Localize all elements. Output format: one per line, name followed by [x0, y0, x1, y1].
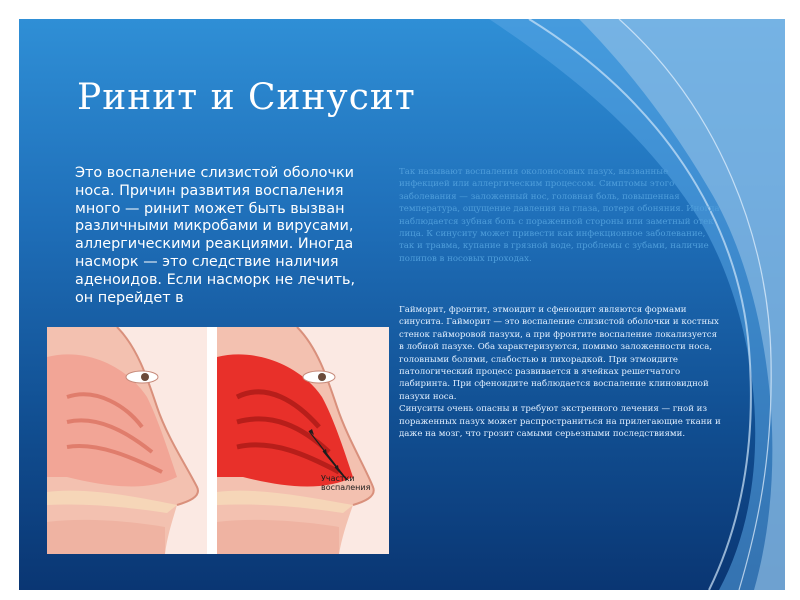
sinusitis-definition: Так называют воспаления околоносовых пазух, вызванные инфекцией или аллергическим процессом. Симптомы этого заболевания — заложенный нос, головная боль, повышенная температура, ощущение давления на глаза, потеря обоняния. Иногда наблюдается зубная боль с пораженной стороны или заметный отек лица. К синуситу может привести как инфекционное заболевание, так и травма, купание в грязной воде, проблемы с зубами, наличие полипов в носовых проходах. [399, 167, 720, 264]
rhinitis-description: Это воспаление слизистой оболочки носа. Причин развития воспаления много — ринит может быть вызван различными микробами и вирусами, аллергическими реакциями. Иногда насморк — это следствие наличия аденоидов. Если насморк не лечить, он перейдет в [75, 165, 356, 306]
nose-cross-section-image [47, 327, 389, 554]
nose-illustration [47, 327, 389, 554]
sinusitis-forms [399, 304, 721, 440]
sinusitis-forms-paragraph: Гайморит, фронтит, этмоидит и сфеноидит являются формами синусита. Гайморит — это воспаление слизистой оболочки и костных стенок гайморовой пазухи, а при фронтите воспаление локализуется в лобной пазухе. Оба характеризуются, помимо заложенности носа, головными болями, слабостью и лихорадкой. При этмоидите патологический процесс развивается в ячейках решетчатого лабиринта. При сфеноидите наблюдается воспаление клиновидной пазухи носа. [399, 305, 719, 402]
slide-title: Ринит и Синусит [77, 77, 416, 118]
inflammation-areas-caption: Участки воспаления [321, 474, 371, 492]
sinusitis-danger-paragraph: Синуситы очень опасны и требуют экстренного лечения — гной из пораженных пазух может распространиться на прилегающие ткани и даже на мозг, что грозит самыми серьезными последствиями. [399, 404, 721, 440]
nose-cross-section-healthy-icon [47, 327, 207, 554]
nose-cross-section-inflamed-icon [217, 327, 389, 554]
slide [19, 19, 785, 590]
sinusitis-description [399, 166, 721, 265]
